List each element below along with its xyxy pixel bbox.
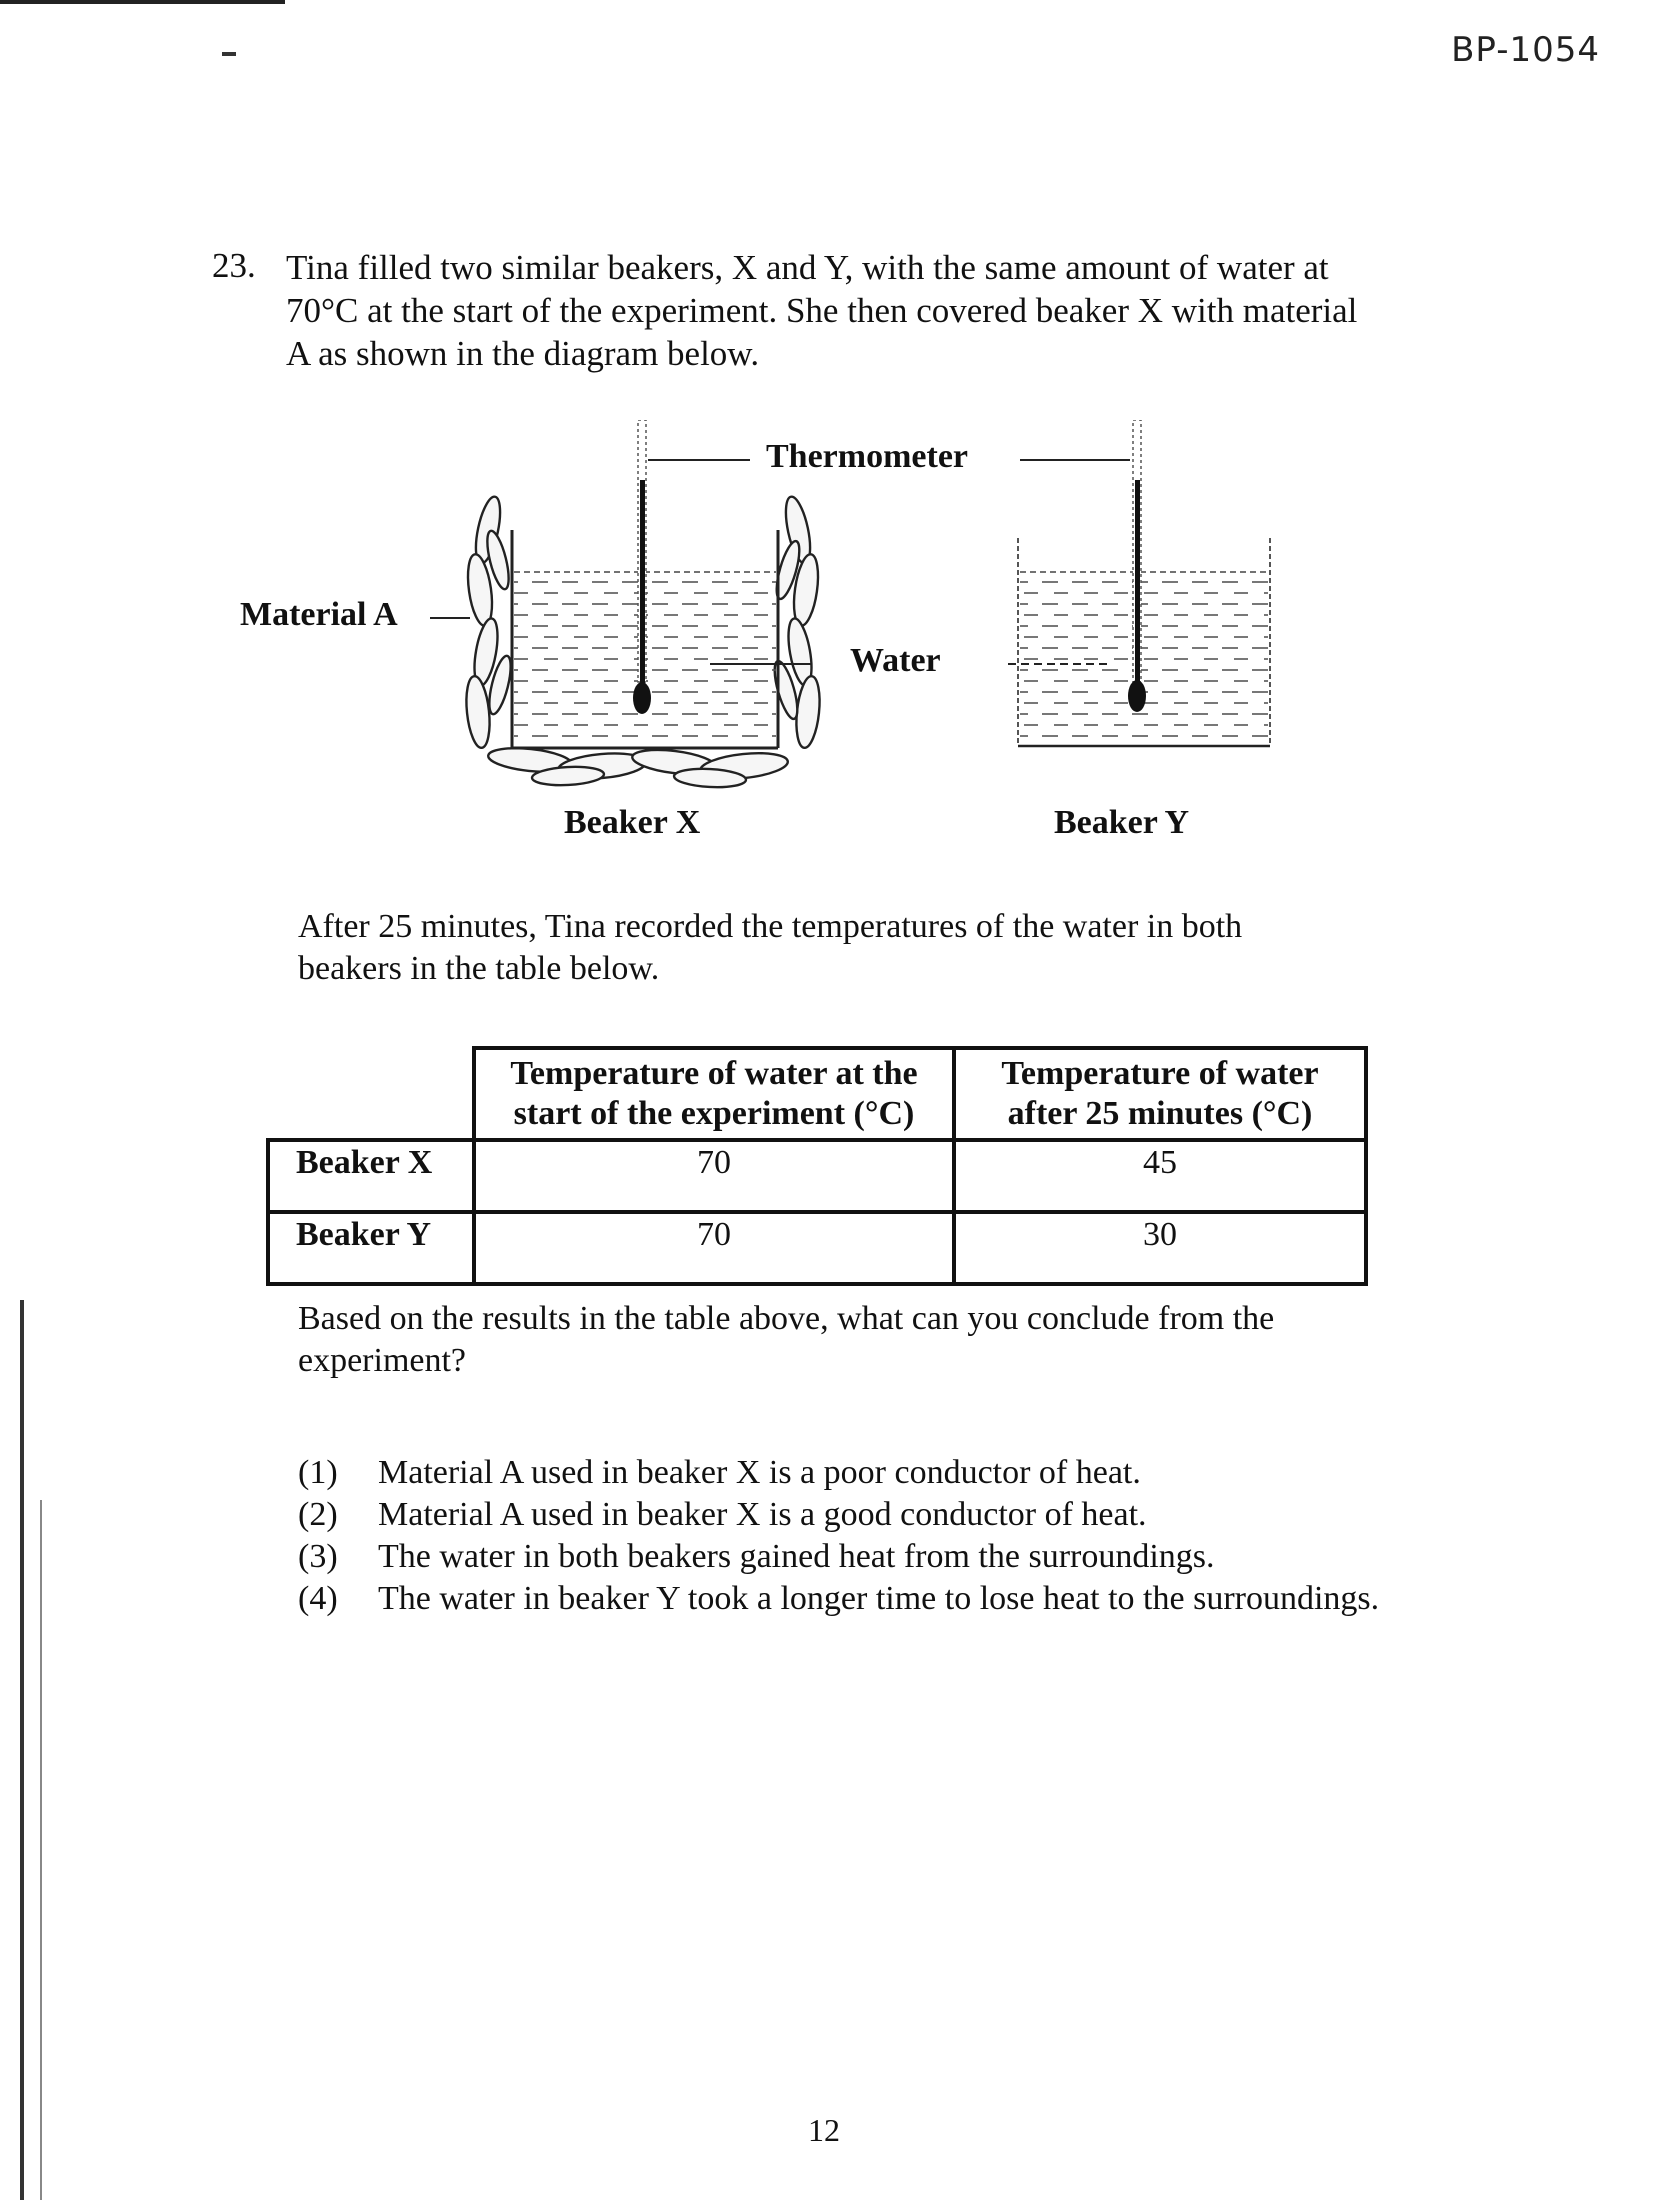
scan-edge-line — [40, 1500, 42, 2200]
option-4 — [298, 1578, 1430, 1620]
row-label: Beaker Y — [268, 1212, 474, 1284]
option-number: (1) — [298, 1454, 338, 1491]
question-number: 23. — [212, 246, 256, 285]
col-header-start-temp — [474, 1048, 954, 1140]
option-2 — [298, 1494, 1430, 1536]
page-code: BP-1054 — [1451, 30, 1600, 70]
answer-options — [298, 1452, 1430, 1620]
col-header-after-temp — [954, 1048, 1366, 1140]
prompt-line: experiment? — [298, 1342, 467, 1379]
question-prompt — [298, 1298, 1430, 1382]
option-number: (4) — [298, 1580, 338, 1617]
start-temp-cell: 70 — [474, 1140, 954, 1212]
option-text: Material A used in beaker X is a good conductor of heat. — [378, 1496, 1147, 1533]
beaker-y-label: Beaker Y — [1054, 804, 1190, 841]
beaker-y-drawing — [1018, 538, 1270, 746]
material-a-label: Material A — [240, 596, 398, 633]
option-text: The water in both beakers gained heat from the surroundings. — [378, 1538, 1215, 1575]
option-1 — [298, 1452, 1430, 1494]
stem-line: Tina filled two similar beakers, X and Y, with the same amount of water at — [286, 248, 1329, 287]
intro-line: After 25 minutes, Tina recorded the temperatures of the water in both — [298, 908, 1243, 945]
stem-line: A as shown in the diagram below. — [286, 334, 760, 373]
table-header-row — [268, 1048, 1366, 1140]
after-temp-cell: 45 — [954, 1140, 1366, 1212]
start-temp-cell: 70 — [474, 1212, 954, 1284]
scan-edge-line — [20, 1300, 24, 2200]
option-text: Material A used in beaker X is a poor conductor of heat. — [378, 1454, 1141, 1491]
intro-text — [298, 906, 1430, 990]
stem-line: 70°C at the start of the experiment. She then covered beaker X with material — [286, 291, 1358, 330]
header-line: start of the experiment (°C) — [513, 1095, 915, 1132]
prompt-line: Based on the results in the table above, what can you conclude from the — [298, 1300, 1275, 1337]
table-corner — [268, 1048, 474, 1140]
option-number: (2) — [298, 1496, 338, 1533]
intro-line: beakers in the table below. — [298, 950, 660, 987]
question-stem — [286, 246, 1431, 375]
results-table — [266, 1046, 1368, 1286]
option-text: The water in beaker Y took a longer time to lose heat to the surroundings. — [378, 1580, 1380, 1617]
thermometer-label: Thermometer — [766, 438, 969, 475]
water-label: Water — [850, 642, 941, 679]
beaker-x-label: Beaker X — [564, 804, 701, 841]
diagram-drawing — [230, 420, 1290, 860]
beaker-diagram — [230, 420, 1290, 860]
table-row — [268, 1212, 1366, 1284]
header-line: Temperature of water at the — [510, 1055, 918, 1092]
option-number: (3) — [298, 1538, 338, 1575]
scan-mark — [222, 52, 236, 56]
header-line: after 25 minutes (°C) — [1007, 1095, 1313, 1132]
page-number: 12 — [808, 2112, 840, 2148]
row-label: Beaker X — [268, 1140, 474, 1212]
header-line: Temperature of water — [1001, 1055, 1319, 1092]
after-temp-cell: 30 — [954, 1212, 1366, 1284]
scan-edge-line — [0, 0, 285, 4]
table-row — [268, 1140, 1366, 1212]
option-3 — [298, 1536, 1430, 1578]
